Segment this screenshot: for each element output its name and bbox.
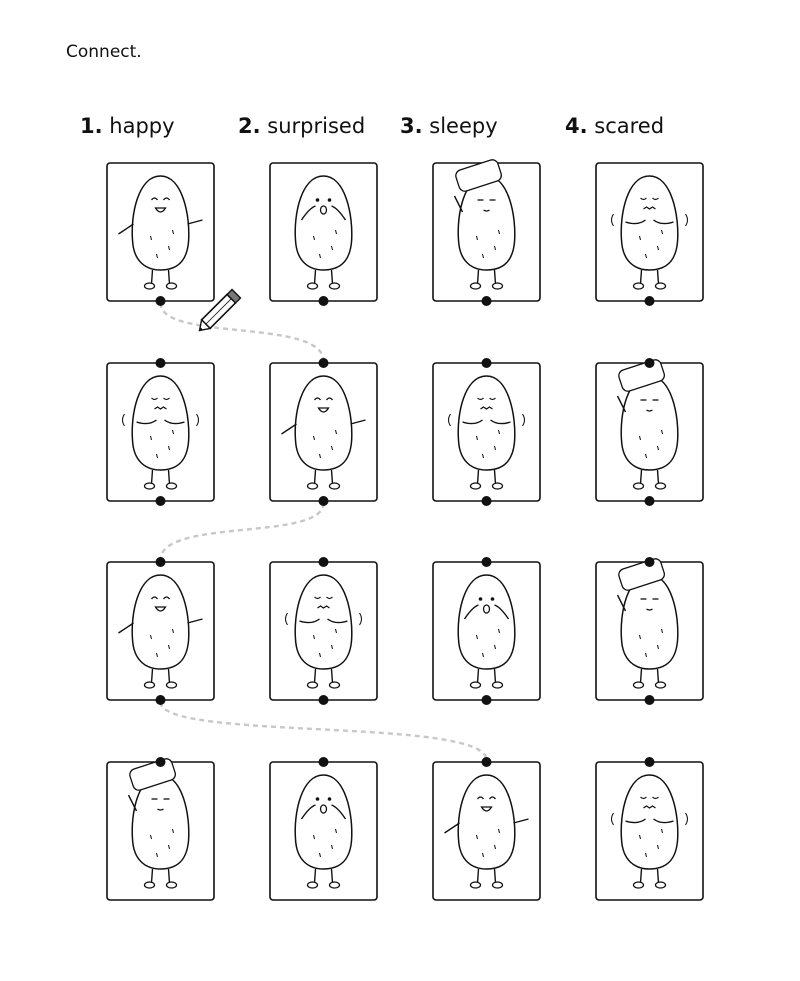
- connector-dot-icon[interactable]: [482, 296, 492, 306]
- connector-dot-icon[interactable]: [156, 757, 166, 767]
- picture-card: [433, 762, 540, 900]
- connector-dot-icon[interactable]: [319, 496, 329, 506]
- picture-card: [596, 557, 703, 700]
- column-word: scared: [594, 114, 665, 138]
- connector-dot-icon[interactable]: [156, 557, 166, 567]
- connector-dot-icon[interactable]: [319, 557, 329, 567]
- picture-card: [270, 163, 377, 301]
- connector-dot-icon[interactable]: [482, 695, 492, 705]
- picture-card: [107, 363, 214, 501]
- connector-dot-icon[interactable]: [482, 496, 492, 506]
- column-number: 4.: [565, 114, 588, 138]
- instruction-text: Connect.: [66, 42, 142, 62]
- connector-dot-icon[interactable]: [645, 557, 655, 567]
- column-word: happy: [109, 114, 175, 138]
- column-number: 2.: [238, 114, 261, 138]
- connector-dot-icon[interactable]: [645, 695, 655, 705]
- column-word: sleepy: [429, 114, 498, 138]
- picture-card: [433, 158, 540, 301]
- connector-dot-icon[interactable]: [319, 296, 329, 306]
- connector-dot-icon[interactable]: [319, 757, 329, 767]
- connector-dot-icon[interactable]: [156, 296, 166, 306]
- picture-card: [270, 562, 377, 700]
- connector-dot-icon[interactable]: [156, 496, 166, 506]
- connector-dot-icon[interactable]: [645, 358, 655, 368]
- connector-dot-icon[interactable]: [319, 358, 329, 368]
- connector-dot-icon[interactable]: [156, 695, 166, 705]
- connector-dot-icon[interactable]: [482, 358, 492, 368]
- picture-card: [596, 762, 703, 900]
- connector-dot-icon[interactable]: [156, 358, 166, 368]
- connector-dot-icon[interactable]: [645, 296, 655, 306]
- column-number: 1.: [80, 114, 103, 138]
- pencil-icon: [190, 280, 250, 340]
- picture-card: [596, 163, 703, 301]
- column-number: 3.: [400, 114, 423, 138]
- picture-card: [596, 358, 703, 501]
- connector-dot-icon[interactable]: [645, 757, 655, 767]
- column-word: surprised: [267, 114, 366, 138]
- connector-dot-icon[interactable]: [645, 496, 655, 506]
- picture-card: [107, 757, 214, 900]
- picture-card: [270, 363, 377, 501]
- connector-dot-icon[interactable]: [482, 757, 492, 767]
- connector-dot-icon[interactable]: [319, 695, 329, 705]
- picture-card: [433, 363, 540, 501]
- picture-card: [433, 562, 540, 700]
- connector-dot-icon[interactable]: [482, 557, 492, 567]
- picture-card: [107, 562, 214, 700]
- picture-card: [270, 762, 377, 900]
